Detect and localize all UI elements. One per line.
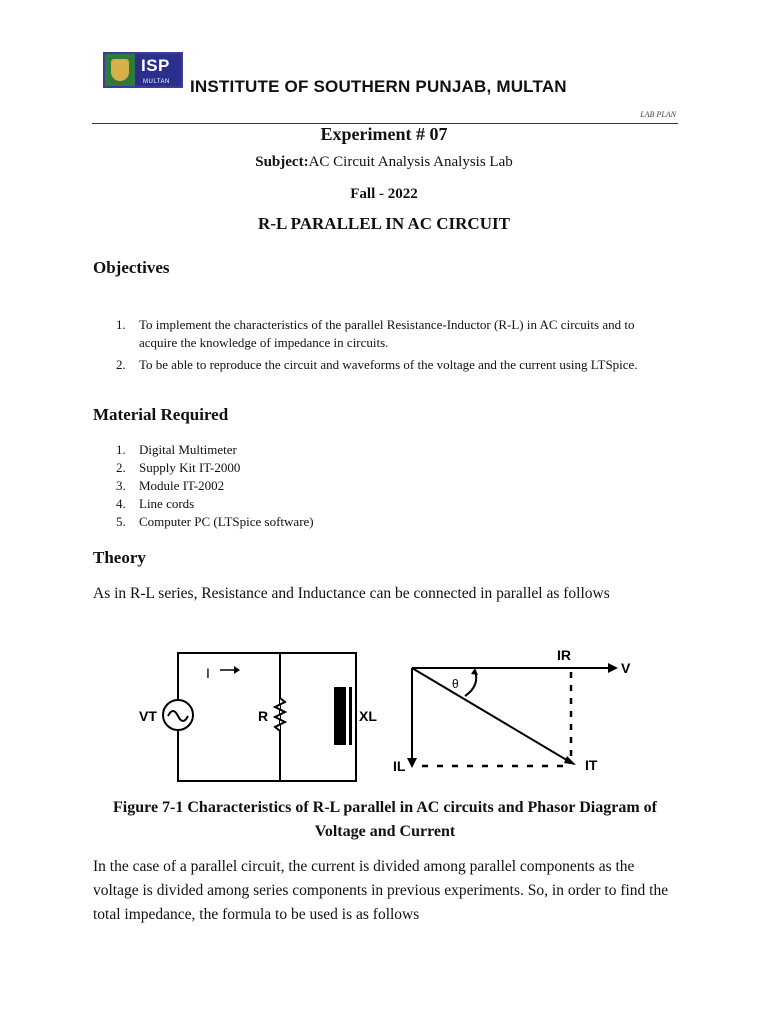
institute-logo: [103, 52, 183, 88]
figure-7-1: [130, 640, 650, 790]
subject-label: Subject:: [255, 154, 309, 170]
phasor-diagram: [407, 663, 618, 768]
label-inductor: XL: [359, 708, 377, 724]
logo-subtext: MULTAN: [143, 79, 170, 85]
logo-text: ISP: [141, 56, 170, 75]
subject-line: [0, 154, 768, 171]
subject-value: AC Circuit Analysis Analysis Lab: [308, 154, 513, 170]
term: Fall - 2022: [350, 186, 418, 202]
label-it: IT: [585, 757, 598, 773]
inductor-icon: [334, 687, 346, 745]
list-item: 3. Module IT-2002: [116, 478, 225, 493]
experiment-title: Experiment # 07: [320, 124, 448, 144]
list-item: 1. Digital Multimeter: [116, 442, 237, 457]
label-il: IL: [393, 758, 406, 774]
materials-heading: Material Required: [93, 405, 229, 424]
label-theta: θ: [452, 677, 459, 691]
label-ir: IR: [557, 647, 571, 663]
lab-plan-tag: LAB PLAN: [640, 110, 676, 119]
figure-caption: Figure 7-1 Characteristics of R-L parallel in AC circuits and Phasor Diagram of Voltage and Current: [113, 799, 657, 840]
theory-intro: As in R-L series, Resistance and Inductance can be connected in parallel as follows: [93, 585, 610, 602]
list-item: 5. Computer PC (LTSpice software): [116, 514, 314, 529]
topic-title: R-L PARALLEL IN AC CIRCUIT: [258, 214, 510, 233]
it-phasor: [412, 668, 570, 762]
objectives-list: [92, 316, 672, 378]
label-source: VT: [139, 708, 157, 724]
theory-paragraph: In the case of a parallel circuit, the current is divided among parallel components as the voltage is divided among series components in previous experiments. So, in order to find the total impedance, the formula to be used is as follows: [93, 858, 669, 923]
list-item: 2. To be able to reproduce the circuit and waveforms of the voltage and the current using LTSpice.: [116, 357, 638, 372]
label-v: V: [621, 660, 631, 676]
institute-name: INSTITUTE OF SOUTHERN PUNJAB, MULTAN: [190, 77, 567, 96]
resistor-icon: [275, 698, 285, 731]
list-item: 2. Supply Kit IT-2000: [116, 460, 241, 475]
label-resistor: R: [258, 708, 269, 724]
list-item: 4. Line cords: [116, 496, 195, 511]
crest-icon: [105, 54, 135, 86]
label-current: I: [206, 665, 210, 681]
theory-heading: Theory: [93, 548, 146, 567]
list-item: 1. To implement the characteristics of the parallel Resistance-Inductor (R-L) in AC circuits and to acquire the knowledge of impedance in circuits.: [116, 317, 635, 350]
objectives-heading: Objectives: [93, 258, 170, 277]
materials-list: [92, 441, 672, 531]
